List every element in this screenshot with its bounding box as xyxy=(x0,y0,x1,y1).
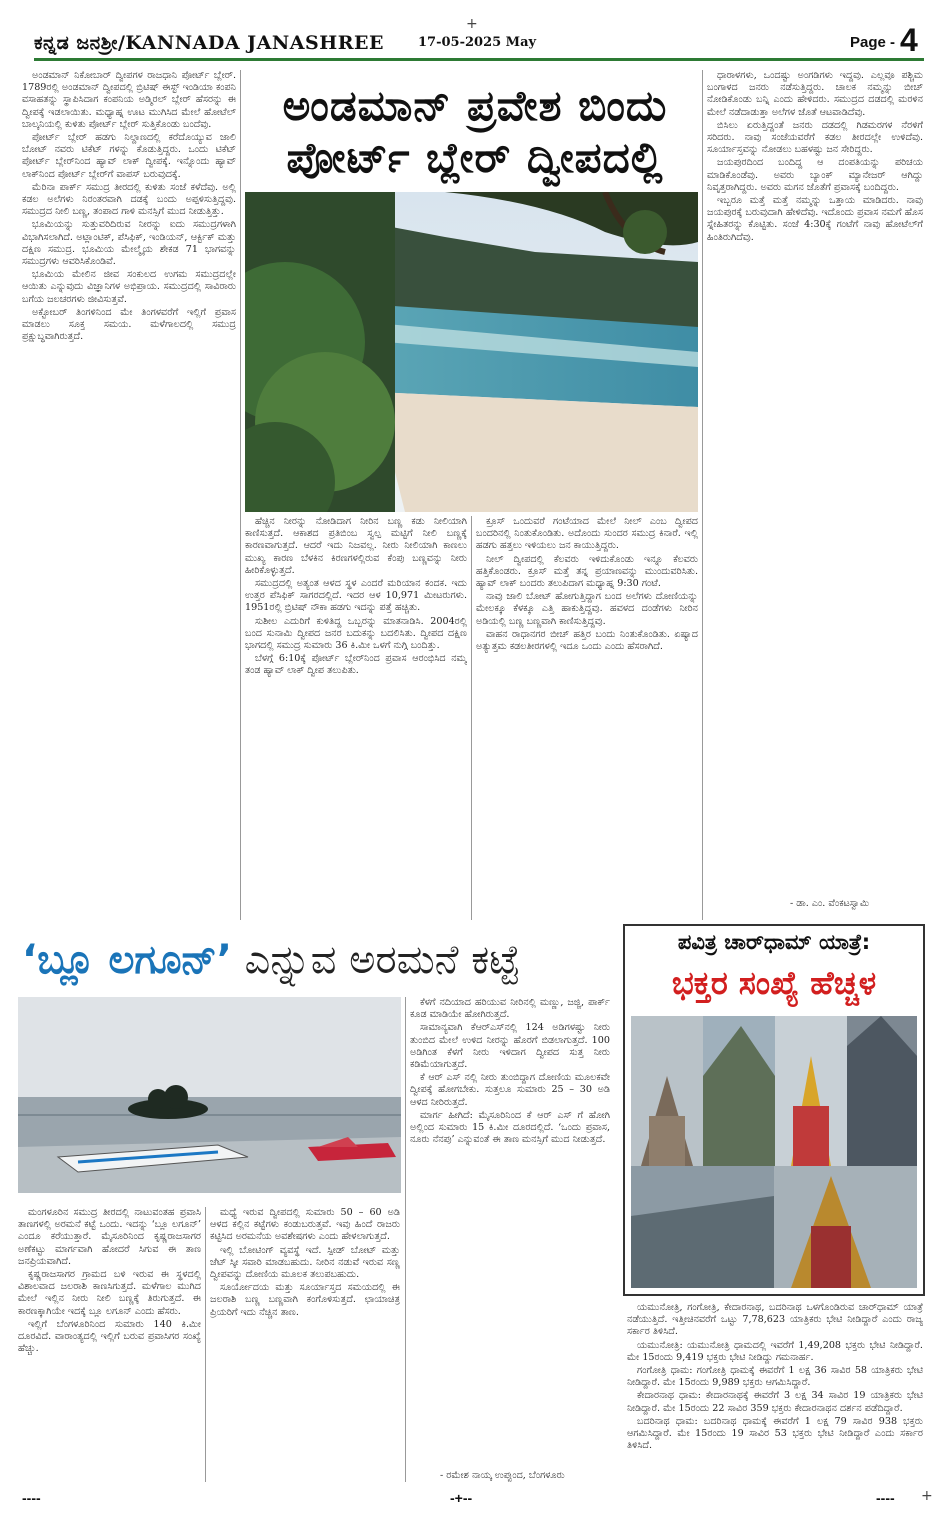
article1-headline-line2: ಪೋರ್ಟ್ ಬ್ಲೇರ್ ದ್ವೀಪದಲ್ಲಿ xyxy=(286,133,664,182)
beach-photo xyxy=(245,192,698,512)
article1-column-1 xyxy=(22,70,236,920)
masthead xyxy=(0,0,945,60)
article1-c3-p3: ನಾವು ಜಾಲಿ ಬೋಟ್ ಹೋಗುತ್ತಿದ್ದಾಗ ಬಂದ ಅಲೆಗಳು ದೋಣಿಯನ್ನು ಮೇಲಕ್ಕೂ ಕೆಳಕ್ಕೂ ಎತ್ತಿ ಹಾಕುತ್ತಿದ್ದವು. ಹವಳದ ದಂಡೆಗಳು ನೀರಿನ ಅಡಿಯಲ್ಲಿ ಬಣ್ಣ ಬಣ್ಣವಾಗಿ ಕಾಣಿಸುತ್ತಿದ್ದವು. xyxy=(476,591,698,627)
blue-lagoon-photo xyxy=(18,997,401,1193)
column-rule xyxy=(405,997,406,1482)
article1-c1-p4: ಭೂಮಿಯನ್ನು ಸುತ್ತುವರಿದಿರುವ ನೀರನ್ನು ಐದು ಸಮುದ್ರಗಳಾಗಿ ವಿಭಾಗಿಸಲಾಗಿದೆ. ಅಟ್ಲಾಂಟಿಕ್, ಪೆಸಿಫಿಕ್, ಇಂಡಿಯನ್, ಆರ್ಕ್ಟಿಕ್ ಮತ್ತು ದಕ್ಷಿಣ ಸಮುದ್ರ. ಭೂಮಿಯ ಮೇಲ್ಮೈಯ ಶೇಕಡ 71 ಭಾಗವನ್ನು ಸಮುದ್ರಗಳು ಆವರಿಸಿಕೊಂಡಿವೆ. xyxy=(22,219,236,268)
article1-c1-p6: ಅಕ್ಟೋಬರ್ ತಿಂಗಳಿನಿಂದ ಮೇ ತಿಂಗಳವರೆಗೆ ಇಲ್ಲಿಗೆ ಪ್ರವಾಸ ಮಾಡಲು ಸೂಕ್ತ ಸಮಯ. ಮಳೆಗಾಲದಲ್ಲಿ ಸಮುದ್ರ ಪ್ರಕ್ಷುಬ್ಧವಾಗಿರುತ್ತದೆ. xyxy=(22,306,236,343)
article2-c3-p1: ಕೆಳಗೆ ನದಿಯಾದ ಹರಿಯುವ ನೀರಿನಲ್ಲಿ ಮಣ್ಣು, ಜಜ್ಜಿ, ಪಾರ್ಕ್ ಕೂಡ ಮಾಡಿಯೇ ಹೋಗಿರುತ್ತದೆ. xyxy=(410,997,610,1021)
article3-p2: ಯಮುನೋತ್ರಿ: ಯಮುನೋತ್ರಿ ಧಾಮದಲ್ಲಿ ಇವರೆಗೆ 1,49,208 ಭಕ್ತರು ಭೇಟಿ ನೀಡಿದ್ದಾರೆ. ಮೇ 15ರಂದು 9,419 ಭಕ್ತರು ಭೇಟಿ ನೀಡಿದ್ದು ಗಮನಾರ್ಹ. xyxy=(627,1339,923,1363)
article2-byline: - ರಮೇಶ ನಾಯ್ಕ ಉಪ್ಪುಂದ, ಬೆಂಗಳೂರು xyxy=(440,1470,565,1481)
article2-c2-p3: ಸೂರ್ಯೋದಯ ಮತ್ತು ಸೂರ್ಯಾಸ್ತದ ಸಮಯದಲ್ಲಿ ಈ ಜಲರಾಶಿ ಬಣ್ಣ ಬಣ್ಣವಾಗಿ ಕಂಗೊಳಿಸುತ್ತದೆ. ಛಾಯಾಚಿತ್ರ ಪ್ರಿಯರಿಗೆ ಇದು ನೆಚ್ಚಿನ ತಾಣ. xyxy=(210,1282,400,1318)
article1-column-4 xyxy=(707,70,923,892)
article3-p1: ಯಮುನೋತ್ರಿ, ಗಂಗೋತ್ರಿ, ಕೇದಾರನಾಥ, ಬದರಿನಾಥ ಒಳಗೊಂಡಿರುವ ಚಾರ್‌ಧಾಮ್ ಯಾತ್ರೆ ನಡೆಯುತ್ತಿದೆ. ಇತ್ತೀಚಿನವರೆಗೆ ಒಟ್ಟು 7,78,623 ಯಾತ್ರಿಕರು ಭೇಟಿ ನೀಡಿದ್ದಾರೆ ಎಂದು ರಾಜ್ಯ ಸರ್ಕಾರ ತಿಳಿಸಿದೆ. xyxy=(627,1302,923,1338)
footer-right-marks: ---- xyxy=(876,1490,895,1506)
article2-column-2 xyxy=(210,1207,400,1482)
registration-mark-icon: + xyxy=(921,1488,933,1504)
article2-column-1 xyxy=(18,1207,201,1482)
article1-c3-p1: ಕ್ರೂಸ್ ಒಂದುವರೆ ಗಂಟೆಯಾದ ಮೇಲೆ ನೀಲ್ ಎಂಬ ದ್ವೀಪದ ಬಂದರಿನಲ್ಲಿ ನಿಂತುಕೊಂಡಿತು. ಅದೊಂದು ಸುಂದರ ಸಮುದ್ರ ಕಿನಾರೆ. ಇಲ್ಲಿ ಹಡಗು ಹತ್ತಲು ಇಳಿಯಲು ಜನ ಕಾಯುತ್ತಿದ್ದರು. xyxy=(476,516,698,552)
article2-column-3 xyxy=(410,997,610,1467)
chardham-box xyxy=(623,924,925,1296)
registration-mark-icon: + xyxy=(466,16,478,32)
article1-c3-p2: ನೀಲ್ ದ್ವೀಪದಲ್ಲಿ ಕೆಲವರು ಇಳಿದುಕೊಂಡು ಇನ್ನೂ ಕೆಲವರು ಹತ್ತಿಕೊಂಡರು. ಕ್ರೂಸ್ ಮತ್ತೆ ತನ್ನ ಪ್ರಯಾಣವನ್ನು ಮುಂದುವರಿಸಿತು. ಹ್ಯಾವ್ ಲಾಕ್ ಬಂದರು ತಲುಪಿದಾಗ ಮಧ್ಯಾಹ್ನ 9:30 ಗಂಟೆ. xyxy=(476,553,698,590)
article2-headline-quote: ‘ಬ್ಲೂ ಲಗೂನ್’ xyxy=(22,937,232,983)
article1-c1-p5: ಭೂಮಿಯ ಮೇಲಿನ ಜೀವ ಸಂಕುಲದ ಉಗಮ ಸಮುದ್ರದಲ್ಲೇ ಆಯಿತು ಎನ್ನುವುದು ವಿಜ್ಞಾನಿಗಳ ಅಭಿಪ್ರಾಯ. ಸಮುದ್ರದಲ್ಲಿ ಸಾವಿರಾರು ಬಗೆಯ ಜಲಚರಗಳು ಜೀವಿಸುತ್ತವೆ. xyxy=(22,269,236,305)
article1-c2-p4: ಬೆಳಗ್ಗೆ 6:10ಕ್ಕೆ ಪೋರ್ಟ್ ಬ್ಲೇರ್‌ನಿಂದ ಪ್ರವಾಸ ಆರಂಭಿಸಿದ ನಮ್ಮ ತಂಡ ಹ್ಯಾವ್ ಲಾಕ್ ದ್ವೀಪ ತಲುಪಿತು. xyxy=(245,653,467,677)
article2-c1-p3: ಇಲ್ಲಿಗೆ ಬೆಂಗಳೂರಿನಿಂದ ಸುಮಾರು 140 ಕಿ.ಮೀ ದೂರವಿದೆ. ವಾರಾಂತ್ಯದಲ್ಲಿ ಇಲ್ಲಿಗೆ ಬರುವ ಪ್ರವಾಸಿಗರ ಸಂಖ್ಯೆ ಹೆಚ್ಚು. xyxy=(18,1318,201,1355)
article2-headline-rest: ಎನ್ನುವ ಅರಮನೆ ಕಟ್ಟೆ xyxy=(231,937,520,983)
page-label: Page - xyxy=(850,34,896,51)
article1-c2-p1: ಹೆಚ್ಚಿನ ನೀರನ್ನು ನೋಡಿದಾಗ ನೀರಿನ ಬಣ್ಣ ಕಡು ನೀಲಿಯಾಗಿ ಕಾಣಿಸುತ್ತದೆ. ಆಕಾಶದ ಪ್ರತಿಬಿಂಬ ಸ್ವಲ್ಪ ಮಟ್ಟಿಗೆ ನೀಲಿ ಬಣ್ಣಕ್ಕೆ ಕಾರಣವಾಗುತ್ತದೆ. ಆದರೆ ಇದು ನಿಜವಲ್ಲ. ನೀರು ನೀಲಿಯಾಗಿ ಕಾಣಲು ಮುಖ್ಯ ಕಾರಣ ಬೆಳಕಿನ ಕಿರಣಗಳಲ್ಲಿರುವ ಕೆಂಪು ಬಣ್ಣವನ್ನು ನೀರು ಹೀರಿಕೊಳ್ಳುತ್ತದೆ. xyxy=(245,516,467,576)
article1-c2-p3: ಸುಶೀಲ ಎದುರಿಗೆ ಕುಳಿತಿದ್ದ ಒಬ್ಬರನ್ನು ಮಾತನಾಡಿಸಿ. 2004ರಲ್ಲಿ ಬಂದ ಸುನಾಮಿ ದ್ವೀಪದ ಜನರ ಬದುಕನ್ನು ಬದಲಿಸಿತು. ದ್ವೀಪದ ದಕ್ಷಿಣ ಭಾಗದಲ್ಲಿ ಸಮುದ್ರ ಸುಮಾರು 36 ಕಿ.ಮೀ ಒಳಗೆ ನುಗ್ಗಿ ಬಂದಿತ್ತು. xyxy=(245,615,467,652)
article1-c3-p4: ವಾಹನ ರಾಧಾನಗರ ಬೀಚ್ ಹತ್ತಿರ ಬಂದು ನಿಂತುಕೊಂಡಿತು. ಏಷ್ಯಾದ ಅತ್ಯುತ್ತಮ ಕಡಲತೀರಗಳಲ್ಲಿ ಇದೂ ಒಂದು ಎಂದು ಹೆಸರಾಗಿದೆ. xyxy=(476,628,698,653)
column-rule xyxy=(471,516,472,920)
article1-c1-p2: ಪೋರ್ಟ್ ಬ್ಲೇರ್ ಹಡಗು ನಿಲ್ದಾಣದಲ್ಲಿ ಕರೆದೊಯ್ಯುವ ಜಾಲಿ ಬೋಟ್ ನವರು ಟಿಕೆಟ್ ಗಳನ್ನು ಕೊಡುತ್ತಿದ್ದರು. ಒಂದು ಟಿಕೆಟ್ ಪೋರ್ಟ್ ಬ್ಲೇರ್‌ನಿಂದ ಹ್ಯಾವ್ ಲಾಕ್ ದ್ವೀಪಕ್ಕೆ. ಇನ್ನೊಂದು ಹ್ಯಾವ್ ಲಾಕ್‌ನಿಂದ ಪೋರ್ಟ್ ಬ್ಲೇರ್‌ಗೆ ವಾಪಸ್ ಬರುವುದಕ್ಕೆ. xyxy=(22,132,236,180)
article2-c1-p1: ಮಂಗಳೂರಿನ ಸಮುದ್ರ ತೀರದಲ್ಲಿ ನಾಟುವಂತಹ ಪ್ರವಾಸಿ ತಾಣಗಳಲ್ಲಿ ಅರಮನೆ ಕಟ್ಟೆ ಒಂದು. ಇದನ್ನು ‘ಬ್ಲೂ ಲಗೂನ್’ ಎಂದೂ ಕರೆಯುತ್ತಾರೆ. ಮೈಸೂರಿನಿಂದ ಕೃಷ್ಣರಾಜಸಾಗರ ಅಣೆಕಟ್ಟು ಮಾರ್ಗವಾಗಿ ಹೋದರೆ ಸಿಗುವ ಈ ತಾಣ ಜನಪ್ರಿಯವಾಗಿದೆ. xyxy=(18,1207,201,1267)
article1-c4-p4: ಇಬ್ಬರೂ ಮತ್ತೆ ಮತ್ತೆ ನಮ್ಮನ್ನು ಒತ್ತಾಯ ಮಾಡಿದರು. ನಾವು ಜಯಪುರಕ್ಕೆ ಬರುವುದಾಗಿ ಹೇಳಿದೆವು. ಇದೊಂದು ಪ್ರವಾಸ ನಮಗೆ ಹೊಸ ಸ್ನೇಹಿತರನ್ನು ಕೊಟ್ಟಿತು. ಸಂಜೆ 4:30ಕ್ಕೆ ಗಂಟೆಗೆ ನಾವು ಹೋಟೆಲ್‌ಗೆ ಹಿಂತಿರುಗಿದೆವು. xyxy=(707,195,923,243)
article1-headline-line1: ಅಂಡಮಾನ್ ಪ್ರವೇಶ ಬಿಂದು xyxy=(282,81,668,130)
column-rule xyxy=(702,70,703,920)
issue-date: 17-05-2025 May xyxy=(418,35,537,50)
article2-c2-p1: ಮಧ್ಯೆ ಇರುವ ದ್ವೀಪದಲ್ಲಿ ಸುಮಾರು 50 – 60 ಅಡಿ ಆಳದ ಕಲ್ಲಿನ ಕಟ್ಟೆಗಳು ಕಂಡುಬರುತ್ತವೆ. ಇವು ಹಿಂದೆ ರಾಜರು ಕಟ್ಟಿಸಿದ ಅರಮನೆಯ ಅವಶೇಷಗಳು ಎಂದು ಹೇಳಲಾಗುತ್ತದೆ. xyxy=(210,1207,400,1243)
article1-column-2 xyxy=(245,516,467,920)
article3-body xyxy=(627,1302,923,1484)
footer-left-marks: ---- xyxy=(22,1490,41,1506)
article1-headline xyxy=(245,80,705,192)
masthead-rule xyxy=(34,58,924,61)
temples-collage-photo xyxy=(631,1016,917,1288)
article1-c4-p1: ಧಾರಾಳಗಳು, ಒಂದಷ್ಟು ಅಂಗಡಿಗಳು ಇದ್ದವು. ಎಲ್ಲವೂ ಪಶ್ಚಿಮ ಬಂಗಾಳದ ಜನರು ನಡೆಸುತ್ತಿದ್ದರು. ಚಾಲಕ ನಮ್ಮನ್ನು ಬೀಚ್ ನೋಡಿಕೊಂಡು ಬನ್ನಿ ಎಂದು ಹೇಳಿದರು. ಸಮುದ್ರದ ದಡದಲ್ಲಿ ಮರಳಿನ ಮೇಲೆ ನಡೆದಾಡುತ್ತಾ ಅಲೆಗಳ ಜೊತೆ ಆಟವಾಡಿದೆವು. xyxy=(707,70,923,118)
article3-p4: ಕೇದಾರನಾಥ ಧಾಮ: ಕೇದಾರನಾಥಕ್ಕೆ ಈವರೆಗೆ 3 ಲಕ್ಷ 34 ಸಾವಿರ 19 ಯಾತ್ರಿಕರು ಭೇಟಿ ನೀಡಿದ್ದಾರೆ. ಮೇ 15ರಂದು 22 ಸಾವಿರ 359 ಭಕ್ತರು ಕೇದಾರನಾಥನ ದರ್ಶನ ಪಡೆದಿದ್ದಾರೆ. xyxy=(627,1390,923,1414)
article3-headline: ಭಕ್ತರ ಸಂಖ್ಯೆ ಹೆಚ್ಚಳ xyxy=(671,964,877,1002)
article1-c1-p1: ಅಂಡಮಾನ್ ನಿಕೋಬಾರ್ ದ್ವೀಪಗಳ ರಾಜಧಾನಿ ಪೋರ್ಟ್ ಬ್ಲೇರ್. 1789ರಲ್ಲಿ ಅಂಡಮಾನ್ ದ್ವೀಪದಲ್ಲಿ ಬ್ರಿಟಿಷ್ ಈಸ್ಟ್ ಇಂಡಿಯಾ ಕಂಪನಿ ವಸಾಹತನ್ನು ಸ್ಥಾಪಿಸಿದಾಗ ಕಂಪನಿಯ ಅಡ್ಮಿರಲ್ ಬ್ಲೇರ್ ಹೆಸರನ್ನು ಈ ದ್ವೀಪಕ್ಕೆ ಇಡಲಾಯಿತು. ಮಧ್ಯಾಹ್ನ ಊಟ ಮುಗಿಸಿದ ಮೇಲೆ ಹೋಟೆಲ್ ಬಾಲ್ಕನಿಯಲ್ಲಿ ಕುಳಿತು ಪೋರ್ಟ್ ಬ್ಲೇರ್ ಸುತ್ತಿಕೊಂಡು ಬಂದೆವು. xyxy=(22,70,236,130)
article2-c3-p4: ಮಾರ್ಗ ಹೀಗಿದೆ: ಮೈಸೂರಿನಿಂದ ಕೆ ಆರ್ ಎಸ್ ಗೆ ಹೋಗಿ ಅಲ್ಲಿಂದ ಸುಮಾರು 15 ಕಿ.ಮೀ ದೂರದಲ್ಲಿದೆ. ‘ಒಂದು ಪ್ರವಾಸ, ನೂರು ನೆನಪು’ ಎನ್ನುವಂತೆ ಈ ತಾಣ ಮನಸ್ಸಿಗೆ ಮುದ ನೀಡುತ್ತದೆ. xyxy=(410,1109,610,1146)
article1-c4-p3: ಜಯಪುರದಿಂದ ಬಂದಿದ್ದ ಆ ದಂಪತಿಯನ್ನು ಪರಿಚಯ ಮಾಡಿಕೊಂಡೆವು. ಅವರು ಬ್ಯಾಂಕ್ ಮ್ಯಾನೇಜರ್ ಆಗಿದ್ದು ನಿವೃತ್ತರಾಗಿದ್ದರು. ಅವರು ಮಗನ ಜೊತೆಗೆ ಪ್ರವಾಸಕ್ಕೆ ಬಂದಿದ್ದರು. xyxy=(707,157,923,193)
column-rule xyxy=(240,70,241,920)
article3-subtitle: ಪವಿತ್ರ ಚಾರ್‌ಧಾಮ್ ಯಾತ್ರೆ: xyxy=(677,930,871,954)
article1-column-3 xyxy=(476,516,698,920)
column-rule xyxy=(205,1207,206,1482)
article1-c1-p3: ಮೆರಿನಾ ಪಾರ್ಕ್ ಸಮುದ್ರ ತೀರದಲ್ಲಿ ಕುಳಿತು ಸಂಜೆ ಕಳೆದೆವು. ಅಲ್ಲಿ ಕಡಲ ಅಲೆಗಳು ನಿರಂತರವಾಗಿ ದಡಕ್ಕೆ ಬಂದು ಅಪ್ಪಳಿಸುತ್ತಿದ್ದವು. ಸಮುದ್ರದ ನೀಲಿ ಬಣ್ಣ, ತಂಪಾದ ಗಾಳಿ ಮನಸ್ಸಿಗೆ ಮುದ ನೀಡುತ್ತಿತ್ತು. xyxy=(22,181,236,218)
footer-center-marks: -+-- xyxy=(450,1490,473,1506)
newspaper-title: ಕನ್ನಡ ಜನಶ್ರೀ/KANNADA JANASHREE xyxy=(34,32,384,54)
page-number: 4 xyxy=(900,22,918,58)
article1-c2-p2: ಸಮುದ್ರದಲ್ಲಿ ಅತ್ಯಂತ ಆಳದ ಸ್ಥಳ ಎಂದರೆ ಮರಿಯಾನ ಕಂದಕ. ಇದು ಉತ್ತರ ಪೆಸಿಫಿಕ್ ಸಾಗರದಲ್ಲಿದೆ. ಇದರ ಆಳ 10,971 ಮೀಟರುಗಳು. 1951ರಲ್ಲಿ ಬ್ರಿಟಿಷ್ ನೌಕಾ ಹಡಗು ಇದನ್ನು ಪತ್ತೆ ಹಚ್ಚಿತು. xyxy=(245,578,467,614)
article2-c3-p2: ಸಾಮಾನ್ಯವಾಗಿ ಕೆಆರ್‌ಎಸ್‌ನಲ್ಲಿ 124 ಅಡಿಗಳಷ್ಟು ನೀರು ತುಂಬಿದ ಮೇಲೆ ಉಳಿದ ನೀರನ್ನು ಹೊರಗೆ ಬಿಡಲಾಗುತ್ತದೆ. 100 ಅಡಿಗಿಂತ ಕೆಳಗೆ ನೀರು ಇಳಿದಾಗ ದ್ವೀಪದ ಸುತ್ತ ನೀರು ಕಡಿಮೆಯಾಗುತ್ತದೆ. xyxy=(410,1022,610,1071)
article1-byline: - ಡಾ. ಎಂ. ವೆಂಕಟಸ್ವಾಮಿ xyxy=(790,898,870,909)
article2-c3-p3: ಕೆ ಆರ್ ಎಸ್ ನಲ್ಲಿ ನೀರು ತುಂಬಿದ್ದಾಗ ದೋಣಿಯ ಮೂಲಕವೇ ದ್ವೀಪಕ್ಕೆ ಹೋಗಬೇಕು. ಸುತ್ತಲೂ ಸುಮಾರು 25 – 30 ಅಡಿ ಆಳದ ನೀರಿರುತ್ತದೆ. xyxy=(410,1072,610,1108)
article3-p3: ಗಂಗೋತ್ರಿ ಧಾಮ: ಗಂಗೋತ್ರಿ ಧಾಮಕ್ಕೆ ಈವರೆಗೆ 1 ಲಕ್ಷ 36 ಸಾವಿರ 58 ಯಾತ್ರಿಕರು ಭೇಟಿ ನೀಡಿದ್ದಾರೆ. ಮೇ 15ರಂದು 9,989 ಭಕ್ತರು ಆಗಮಿಸಿದ್ದಾರೆ. xyxy=(627,1365,923,1389)
article3-p5: ಬದರಿನಾಥ ಧಾಮ: ಬದರಿನಾಥ ಧಾಮಕ್ಕೆ ಈವರೆಗೆ 1 ಲಕ್ಷ 79 ಸಾವಿರ 938 ಭಕ್ತರು ಆಗಮಿಸಿದ್ದಾರೆ. ಮೇ 15ರಂದು 19 ಸಾವಿರ 53 ಭಕ್ತರು ಭೇಟಿ ನೀಡಿದ್ದಾರೆ ಎಂದು ಸರ್ಕಾರ ತಿಳಿಸಿದೆ. xyxy=(627,1415,923,1452)
article1-c4-p2: ಬಿಸಿಲು ಏರುತ್ತಿದ್ದಂತೆ ಜನರು ದಡದಲ್ಲಿ ಗಿಡಮರಗಳ ನೆರಳಿಗೆ ಸರಿದರು. ನಾವು ಸಂಜೆಯವರೆಗೆ ಕಡಲ ತೀರದಲ್ಲೇ ಉಳಿದೆವು. ಸೂರ್ಯಾಸ್ತವನ್ನು ನೋಡಲು ಬಹಳಷ್ಟು ಜನ ಸೇರಿದ್ದರು. xyxy=(707,119,923,156)
article2-c2-p2: ಇಲ್ಲಿ ಬೋಟಿಂಗ್ ವ್ಯವಸ್ಥೆ ಇದೆ. ಸ್ಪೀಡ್ ಬೋಟ್ ಮತ್ತು ಜೆಟ್ ಸ್ಕೀ ಸವಾರಿ ಮಾಡಬಹುದು. ನೀರಿನ ನಡುವೆ ಇರುವ ಸಣ್ಣ ದ್ವೀಪವನ್ನು ದೋಣಿಯ ಮೂಲಕ ತಲುಪಬಹುದು. xyxy=(210,1244,400,1281)
article2-c1-p2: ಕೃಷ್ಣರಾಜಸಾಗರ ಗ್ರಾಮದ ಬಳಿ ಇರುವ ಈ ಸ್ಥಳದಲ್ಲಿ ವಿಶಾಲವಾದ ಜಲರಾಶಿ ಕಾಣಸಿಗುತ್ತದೆ. ಮಳೆಗಾಲ ಮುಗಿದ ಮೇಲೆ ಇಲ್ಲಿನ ನೀರು ನೀಲಿ ಬಣ್ಣಕ್ಕೆ ತಿರುಗುತ್ತದೆ. ಈ ಕಾರಣಕ್ಕಾಗಿಯೇ ಇದಕ್ಕೆ ಬ್ಲೂ ಲಗೂನ್ ಎಂದು ಹೆಸರು. xyxy=(18,1269,201,1317)
article2-headline xyxy=(22,930,602,990)
